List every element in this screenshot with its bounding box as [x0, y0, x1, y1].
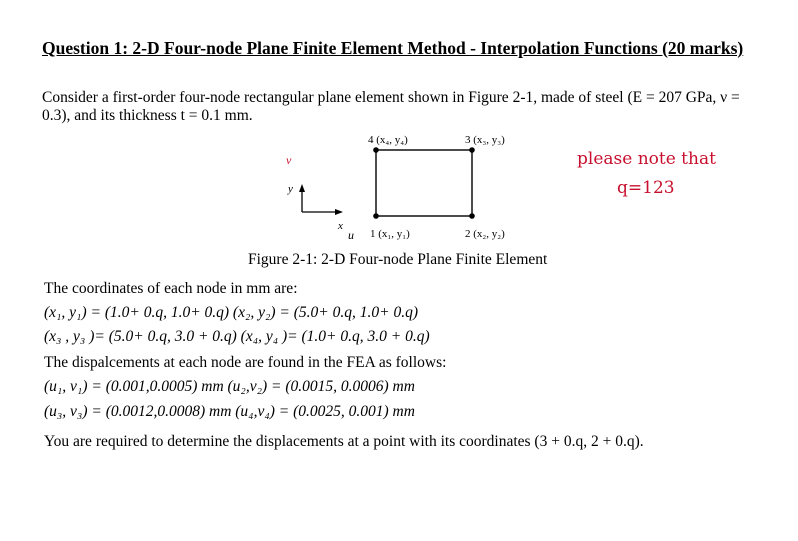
node-1-label: 1 (x₁, y₁) [370, 228, 410, 240]
x-axis-arrow-icon [335, 209, 343, 215]
question-title: Question 1: 2-D Four-node Plane Finite Element Method - Interpolation Functions (20 marks) [42, 38, 744, 58]
question-intro: Consider a first-order four-node rectangular plane element shown in Figure 2-1, made of steel (E = 207 GPa, ν = 0.3), and its thickness t = 0.1 mm. [42, 89, 740, 124]
axis-x-label: x [338, 220, 343, 232]
coords-line-1: (x₁, y₁) = (1.0+ 0.q, 1.0+ 0.q) (x₂, y₂) = (5.0+ 0.q, 1.0+ 0.q) [44, 304, 418, 321]
note-line-1: please note that [577, 149, 716, 169]
axis-y-label: y [288, 183, 293, 195]
coords-line-2: (x₃ , y₃ )= (5.0+ 0.q, 3.0 + 0.q) (x₄, y₄ )= (1.0+ 0.q, 3.0 + 0.q) [44, 328, 430, 345]
node-2-label: 2 (x₂, y₂) [465, 228, 505, 240]
coords-heading: The coordinates of each node in mm are: [44, 280, 298, 297]
task-statement: You are required to determine the displacements at a point with its coordinates (3 + 0.q, 2 + 0.q). [44, 433, 644, 450]
y-axis-arrow-icon [299, 184, 305, 192]
node-4-label: 4 (x₄, y₄) [368, 134, 408, 146]
node-1-dot [373, 213, 379, 219]
node-3-dot [469, 147, 475, 153]
element-rectangle [376, 150, 472, 216]
node-2-dot [469, 213, 475, 219]
disp-heading: The dispalcements at each node are found in the FEA as follows: [44, 354, 447, 371]
disp-line-1: (u₁, v₁) = (0.001,0.0005) mm (u₂,v₂) = (0.0015, 0.0006) mm [44, 378, 415, 395]
axis-u-label: u [348, 228, 354, 242]
node-3-label: 3 (x₃, y₃) [465, 134, 505, 146]
disp-line-2: (u₃, v₃) = (0.0012,0.0008) mm (u₄,v₄) = (0.0025, 0.001) mm [44, 403, 415, 420]
note-line-2: q=123 [617, 178, 675, 198]
node-4-dot [373, 147, 379, 153]
figure-caption: Figure 2-1: 2-D Four-node Plane Finite Element [248, 251, 548, 268]
axis-v-label: v [286, 153, 292, 167]
